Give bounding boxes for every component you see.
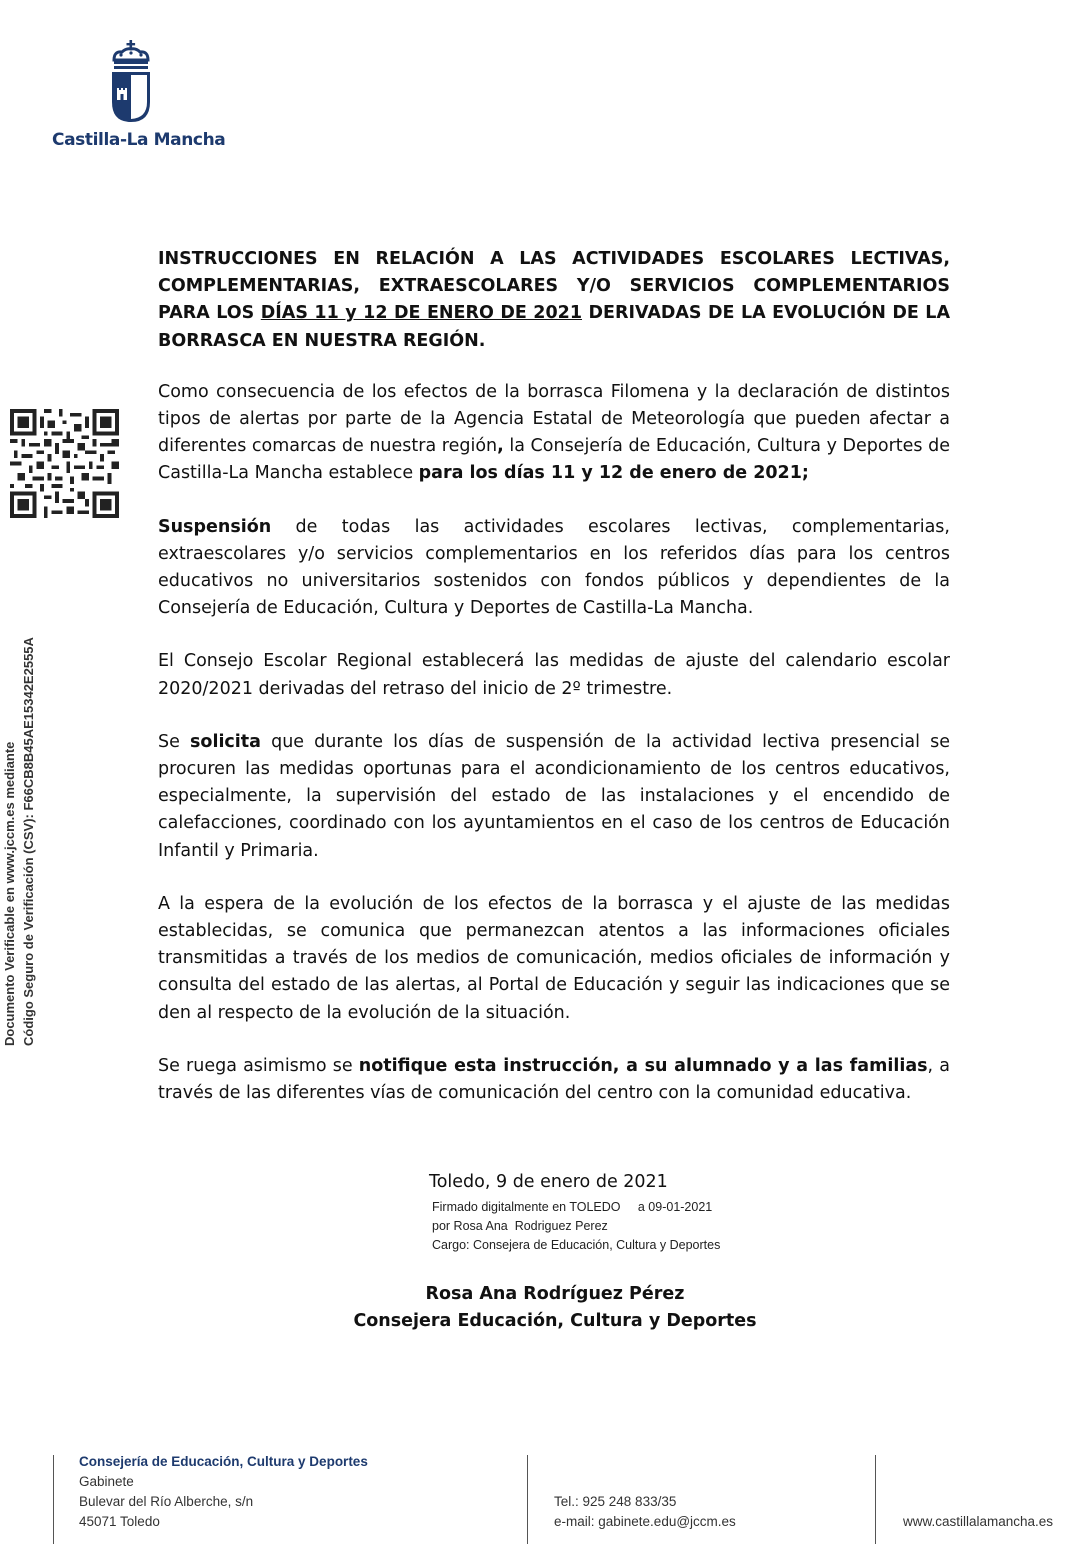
logo-text: Castilla-La Mancha (52, 130, 226, 150)
paragraph-notify (158, 1053, 950, 1107)
footer-department: Consejería de Educación, Cultura y Deportes (79, 1454, 368, 1469)
document-title (158, 246, 950, 355)
paragraph-council: El Consejo Escolar Regional establecerá las medidas de ajuste del calendario escolar 2020/2021 derivadas del retraso del inicio de 2º trimestre. (158, 651, 950, 699)
header-logo (52, 40, 226, 155)
p2-suspension-word: Suspensión (158, 516, 272, 537)
p6-text-c: , a través de las diferentes vías de comunicación del centro con la comunidad educativa. (158, 1055, 950, 1104)
footer-contact (554, 1492, 736, 1532)
paragraph-waiting: A la espera de la evolución de los efectos de la borrasca y el ajuste de las medidas establecidas, se comunica que permanezcan atentos a las informaciones oficiales transmitidas a través de los medios de comunicación, medios oficiales de información y consulta del estado de las alertas, al Portal de Educación y seguir las indicaciones que se den al respecto de la evolución de la situación. (158, 893, 950, 1023)
p1-dates: para los días 11 y 12 de enero de 2021; (418, 463, 809, 484)
footer-street: Bulevar del Río Alberche, s/n (79, 1494, 254, 1509)
signer-position: Consejera Educación, Cultura y Deportes (353, 1311, 757, 1331)
footer-city: 45071 Toledo (79, 1514, 160, 1529)
signature-line-3: Cargo: Consejera de Educación, Cultura y Deportes (432, 1238, 721, 1252)
footer-website: www.castillalamancha.es (903, 1514, 1054, 1529)
footer-phone: Tel.: 925 248 833/35 (554, 1494, 677, 1509)
p1-comma: , (497, 436, 504, 457)
signature-date: Toledo, 9 de enero de 2021 (429, 1172, 668, 1192)
signer-name: Rosa Ana Rodríguez Pérez (425, 1284, 685, 1304)
paragraph-suspension (158, 514, 950, 623)
paragraph-request (158, 729, 950, 865)
p4-text-c: que durante los días de suspensión de la actividad lectiva presencial se procuren las medidas oportunas para el acondicionamiento de los centros educativos, especialmente, la supervisión del estado de las instalaciones y el encendido de calefacciones, coordinado con los ayuntamientos en el caso de los centros de Educación Infantil y Primaria. (158, 731, 950, 861)
footer-office: Gabinete (79, 1474, 134, 1489)
signature-line-1: Firmado digitalmente en TOLEDO a 09-01-2021 (432, 1200, 713, 1214)
footer-address (79, 1452, 368, 1532)
footer-divider-2 (527, 1455, 528, 1544)
p4-text-a: Se (158, 731, 190, 752)
p6-text-a: Se ruega asimismo se (158, 1055, 359, 1076)
p4-solicita: solicita (190, 731, 261, 752)
p2-text: de todas las actividades escolares lectivas, complementarias, extraescolares y/o servicios complementarios en los referidos días para los centros educativos no universitarios sostenidos con fondos públicos y dependientes de la Consejería de Educación, Cultura y Deportes de Castilla-La Mancha. (158, 516, 950, 619)
title-part-1: INSTRUCCIONES EN RELACIÓN A LAS ACTIVIDADES ESCOLARES LECTIVAS, COMPLEMENTARIAS, EXTRAESCOLARES Y/O SERVICIOS COMPLEMENTARIOS PARA LOS (158, 249, 950, 324)
footer-divider-1 (53, 1455, 54, 1544)
p6-notify: notifique esta instrucción, a su alumnado y a las familias (358, 1055, 928, 1076)
verification-line-1: Documento Verificable en www.jccm.es mediante (2, 741, 17, 1046)
title-part-2: DERIVADAS DE LA EVOLUCIÓN DE LA BORRASCA EN NUESTRA REGIÓN. (158, 303, 950, 351)
footer-email: e-mail: gabinete.edu@jccm.es (554, 1514, 736, 1529)
p1-text-a: Como consecuencia de los efectos de la borrasca Filomena y la declaración de distintos tipos de alertas por parte de la Agencia Estatal de Meteorología que pueden afectar a diferentes comarcas de nuestra región (158, 381, 950, 457)
coat-of-arms-icon (108, 40, 154, 124)
title-dates: DÍAS 11 y 12 DE ENERO DE 2021 (260, 303, 583, 324)
footer-divider-3 (875, 1455, 876, 1544)
document-body (158, 246, 950, 1133)
p1-text-c: la Consejería de Educación, Cultura y Deportes de Castilla-La Mancha establece (158, 436, 950, 484)
paragraph-context (158, 379, 950, 488)
signature-line-2: por Rosa Ana Rodriguez Perez (432, 1219, 608, 1233)
verification-line-2: Código Seguro de Verificación (CSV): F66CB8B45AE15342E2555A (21, 637, 36, 1046)
verification-text (0, 637, 38, 1046)
digital-signature-details (432, 1198, 720, 1255)
qr-code (10, 409, 119, 518)
